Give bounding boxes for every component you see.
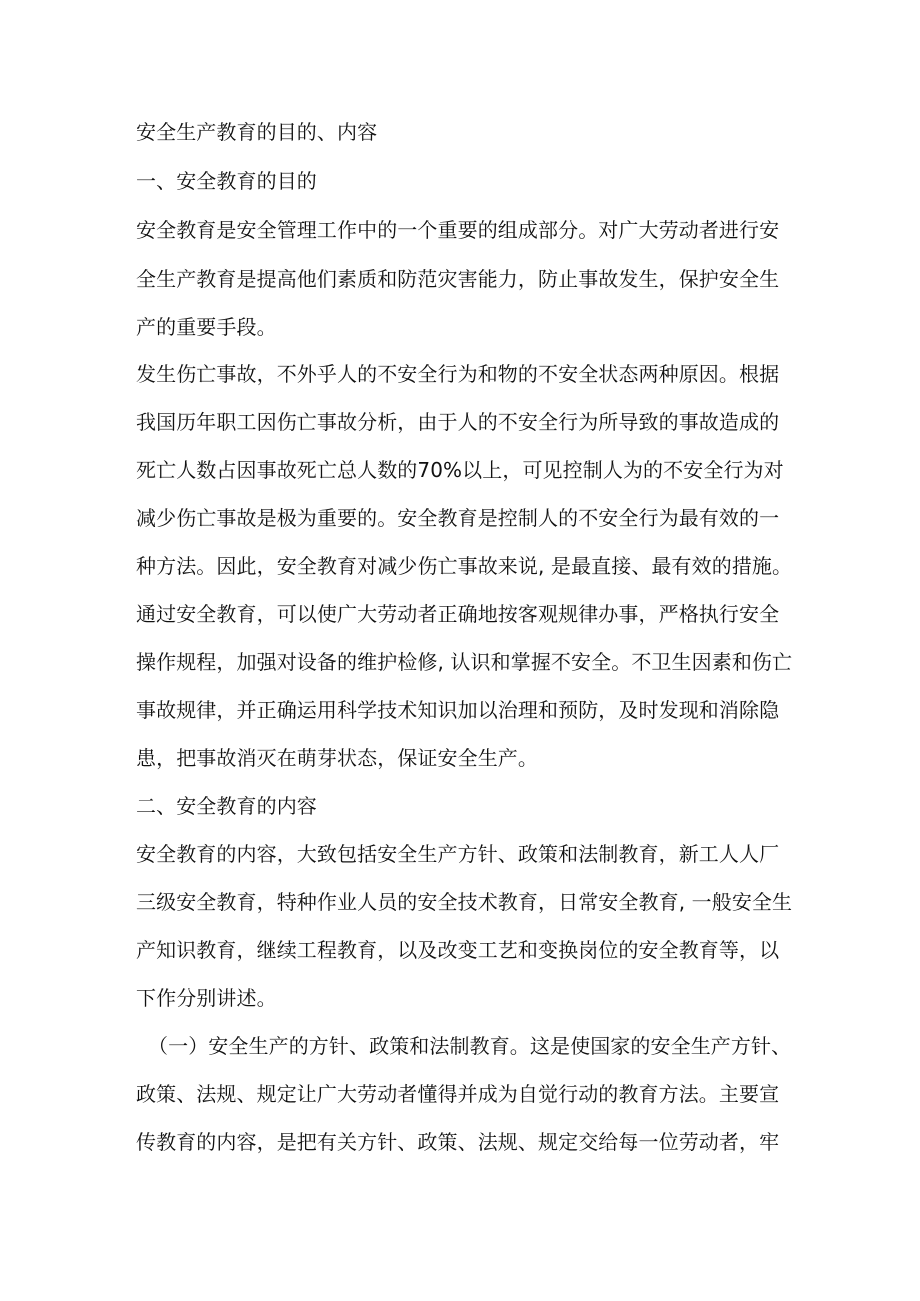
paragraph-line: 安全教育是安全管理工作中的一个重要的组成部分。对广大劳动者进行安 bbox=[136, 218, 780, 242]
paragraph-line: 下作分别讲述。 bbox=[136, 986, 277, 1010]
paragraph-line: 种方法。因此，安全教育对减少伤亡事故来说, 是最直接、最有效的措施。 bbox=[136, 554, 793, 578]
paragraph-line: 三级安全教育，特种作业人员的安全技术教育，日常安全教育, 一般安全生 bbox=[136, 890, 793, 914]
document-page bbox=[136, 0, 816, 1301]
paragraph-line: 政策、法规、规定让广大劳动者懂得并成为自觉行动的教育方法。主要宣 bbox=[136, 1082, 780, 1106]
paragraph-line: 减少伤亡事故是极为重要的。安全教育是控制人的不安全行为最有效的一 bbox=[136, 506, 780, 530]
document-title: 安全生产教育的目的、内容 bbox=[136, 120, 378, 144]
paragraph-line: 传教育的内容，是把有关方针、政策、法规、规定交给每一位劳动者，牢 bbox=[136, 1130, 780, 1154]
paragraph-line: 我国历年职工因伤亡事故分析，由于人的不安全行为所导致的事故造成的 bbox=[136, 410, 780, 434]
paragraph-line: 事故规律，并正确运用科学技术知识加以治理和预防，及时发现和消除隐 bbox=[136, 698, 780, 722]
paragraph-line: 安全教育的内容，大致包括安全生产方针、政策和法制教育，新工人人厂 bbox=[136, 842, 780, 866]
paragraph-line: 发生伤亡事故，不外乎人的不安全行为和物的不安全状态两种原因。根据 bbox=[136, 362, 780, 386]
paragraph-line: 全生产教育是提高他们素质和防范灾害能力，防止事故发生，保护安全生 bbox=[136, 267, 780, 291]
paragraph-line: 患，把事故消灭在萌芽状态，保证安全生产。 bbox=[136, 746, 538, 770]
paragraph-line: 产的重要手段。 bbox=[136, 315, 277, 339]
section-heading-purpose: 一、安全教育的目的 bbox=[136, 169, 317, 193]
paragraph-line: 操作规程，加强对设备的维护检修, 认识和掌握不安全。不卫生因素和伤亡 bbox=[136, 650, 793, 674]
paragraph-line: 通过安全教育，可以使广大劳动者正确地按客观规律办事，严格执行安全 bbox=[136, 602, 780, 626]
section-heading-content: 二、安全教育的内容 bbox=[136, 794, 317, 818]
paragraph-line: 产知识教育，继续工程教育，以及改变工艺和变换岗位的安全教育等，以 bbox=[136, 938, 780, 962]
paragraph-line: 死亡人数占因事故死亡总人数的70%以上，可见控制人为的不安全行为对 bbox=[136, 458, 784, 482]
paragraph-line: （一）安全生产的方针、政策和法制教育。这是使国家的安全生产方针、 bbox=[148, 1034, 792, 1058]
